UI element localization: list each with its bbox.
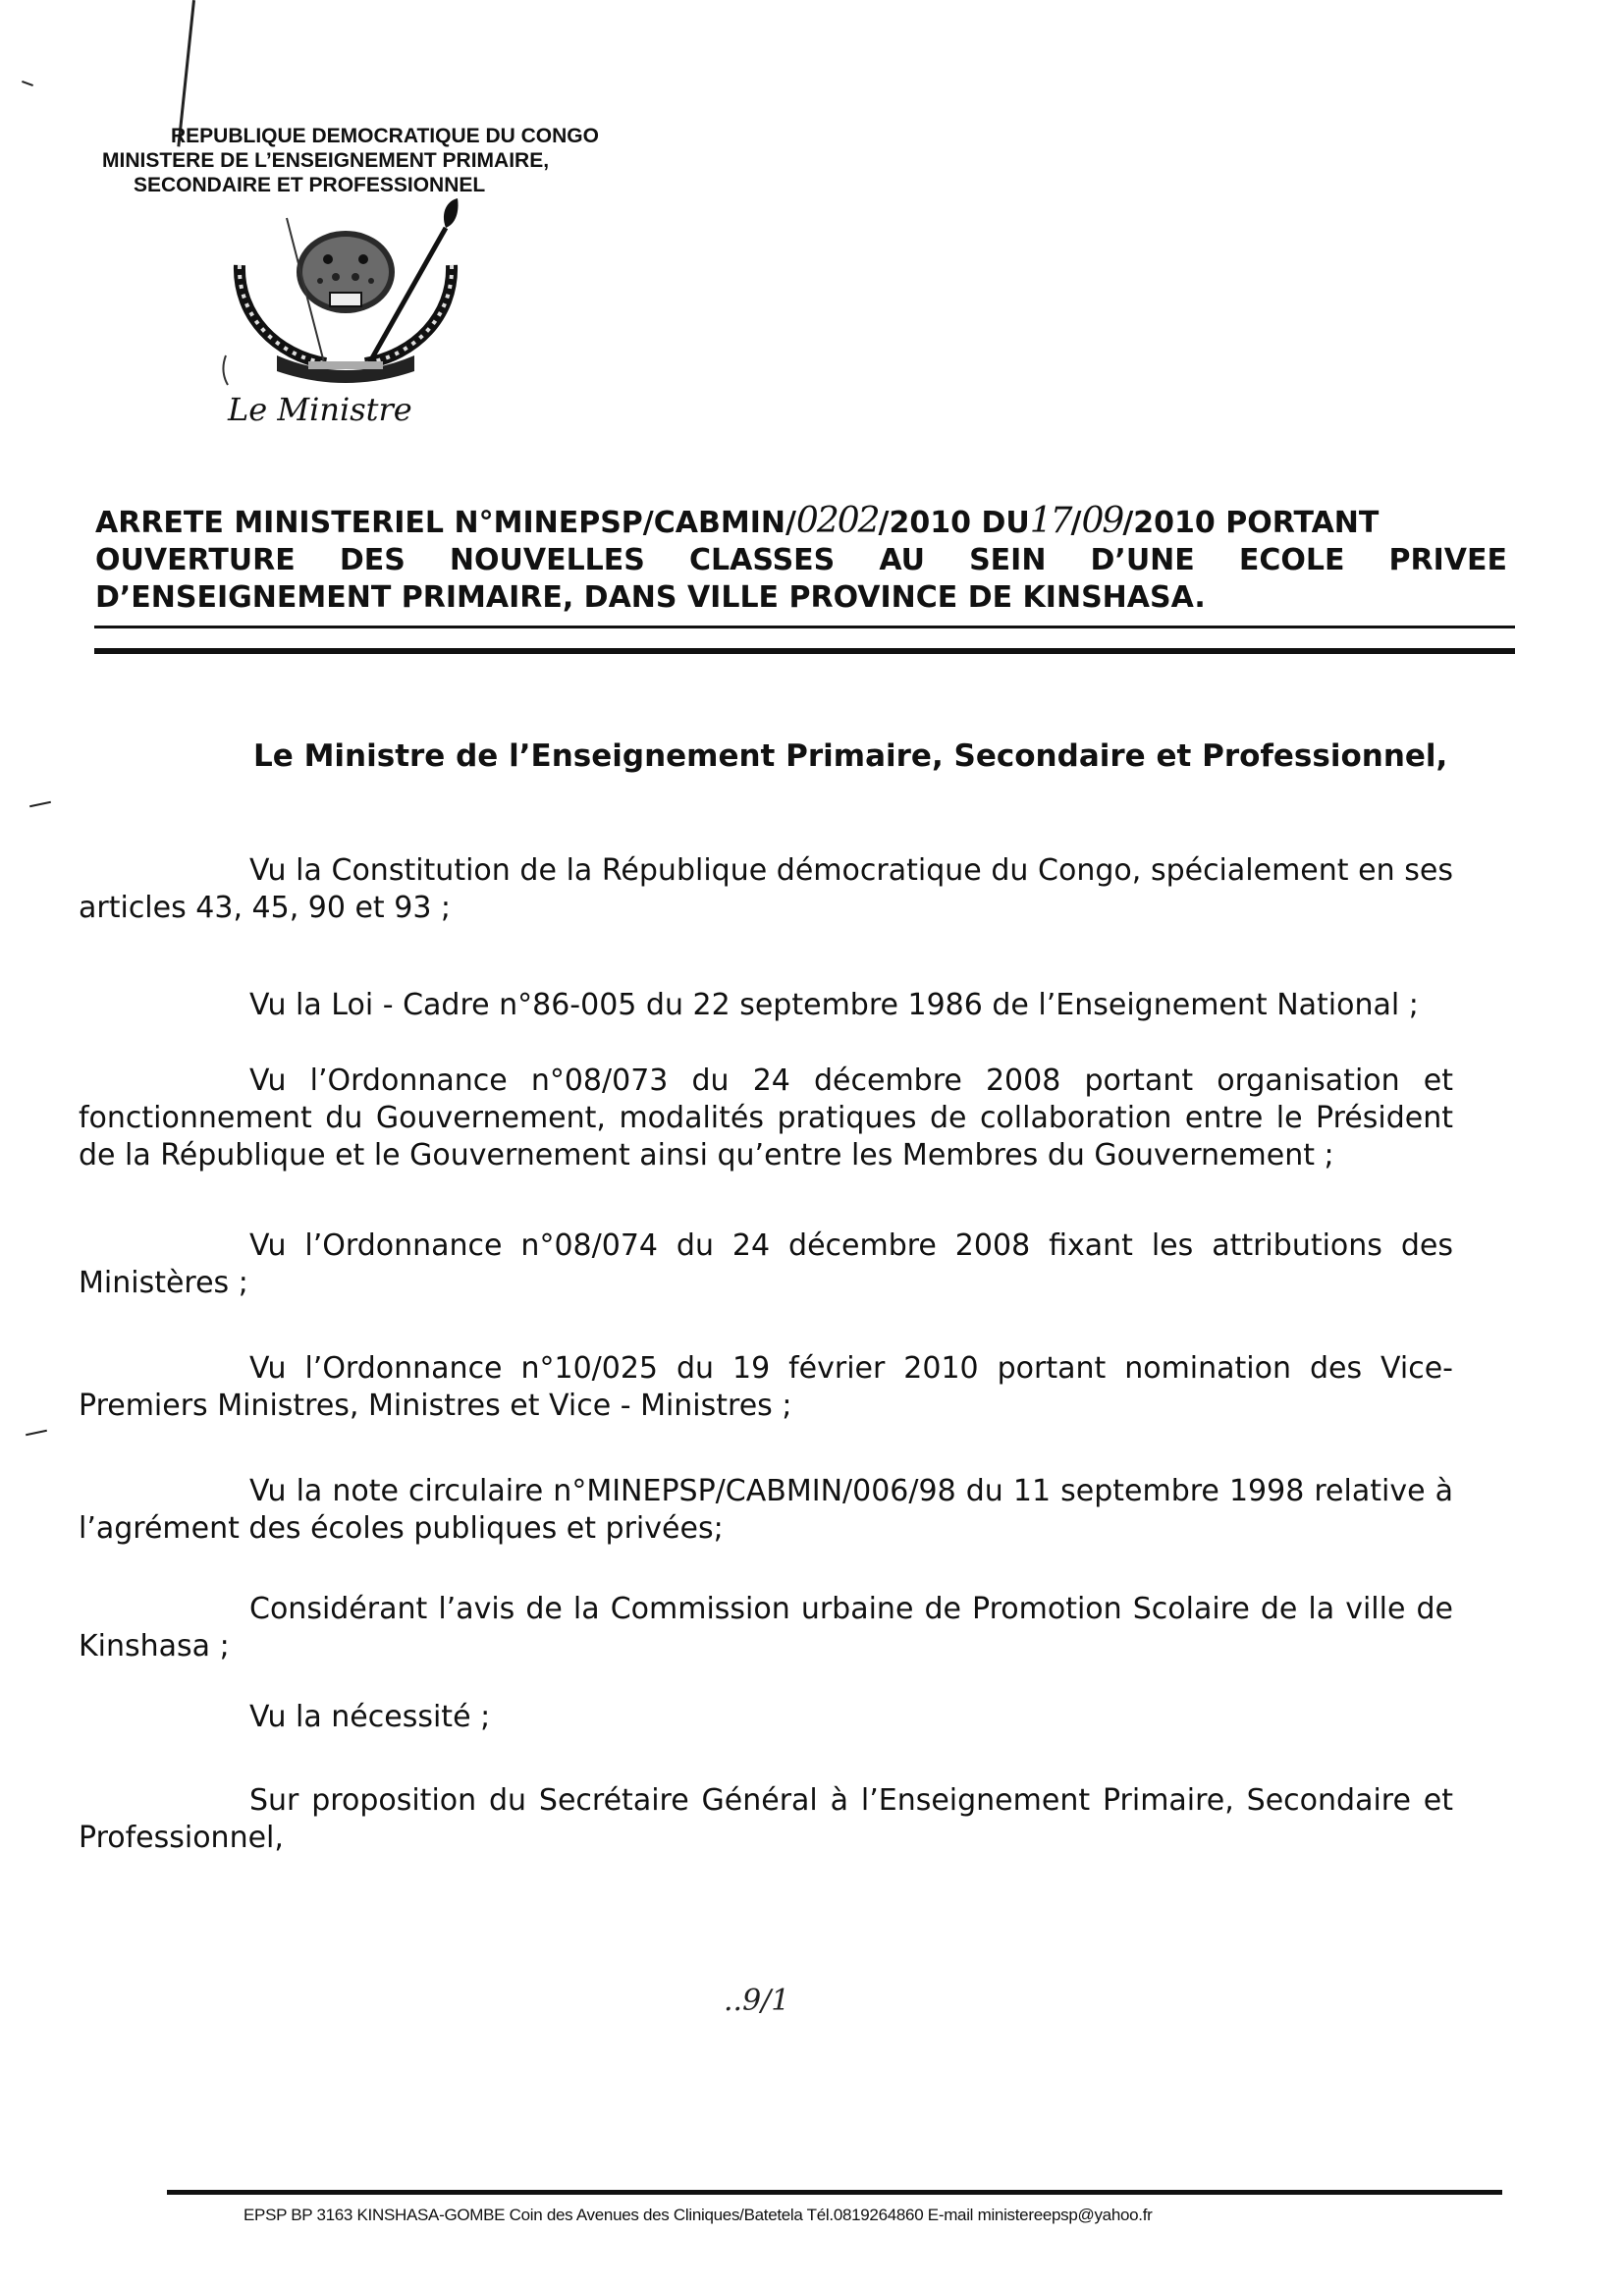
handwritten-day: 17 xyxy=(1029,501,1071,541)
addressee: Le Ministre de l’Enseignement Primaire, Secondaire et Professionnel, xyxy=(253,738,1448,774)
header-ministry-line2: SECONDAIRE ET PROFESSIONNEL xyxy=(134,174,486,196)
paragraph-text: Vu la Loi - Cadre n°86-005 du 22 septembre 1986 de l’Enseignement National ; xyxy=(249,988,1419,1022)
paragraph-text: Considérant l’avis de la Commission urbaine de Promotion Scolaire de la ville de Kinshasa ; xyxy=(79,1592,1453,1663)
footer-contact: EPSP BP 3163 KINSHASA-GOMBE Coin des Avenues des Cliniques/Batetela Tél.0819264860 E-mail ministereepsp@yahoo.fr xyxy=(244,2206,1153,2224)
paragraph-necessite xyxy=(79,1699,1453,1736)
signature-title: Le Ministre xyxy=(228,391,412,428)
paragraph-text: Vu l’Ordonnance n°08/074 du 24 décembre 2008 fixant les attributions des Ministères ; xyxy=(79,1228,1453,1300)
header-ministry-line1: MINISTERE DE L’ENSEIGNEMENT PRIMAIRE, xyxy=(102,149,550,172)
title-suffix: /2010 PORTANT xyxy=(1122,506,1380,540)
paragraph-text: Vu la note circulaire n°MINEPSP/CABMIN/006/98 du 11 septembre 1998 relative à l’agrément des écoles publiques et privées; xyxy=(79,1474,1453,1546)
paragraph-considerant xyxy=(79,1591,1453,1665)
margin-mark xyxy=(22,81,33,86)
paragraph-ordonnance-08-073 xyxy=(79,1063,1453,1174)
title-rule xyxy=(94,648,1515,654)
paragraph-ordonnance-10-025 xyxy=(79,1350,1453,1425)
paragraph-text: Sur proposition du Secrétaire Général à l’Enseignement Primaire, Secondaire et Professionnel, xyxy=(79,1783,1453,1855)
title-line-2: OUVERTURE DES NOUVELLES CLASSES AU SEIN D’UNE ECOLE PRIVEE xyxy=(95,543,1507,577)
paragraph-proposition xyxy=(79,1782,1453,1857)
leopard-coat-of-arms-icon xyxy=(218,198,473,387)
title-line-3: D’ENSEIGNEMENT PRIMAIRE, DANS VILLE PROVINCE DE KINSHASA. xyxy=(95,580,1206,615)
title-underline xyxy=(94,626,1515,628)
paragraph-text: Vu l’Ordonnance n°08/073 du 24 décembre 2008 portant organisation et fonctionnement du Gouvernement, modalités pratiques de collaboration entre le Président de la République et le Gouvernement ainsi qu’entre les Membres du Gouvernement ; xyxy=(79,1063,1453,1172)
title-slash: / xyxy=(1070,506,1082,540)
paragraph-text: Vu la Constitution de la République démocratique du Congo, spécialement en ses articles 43, 45, 90 et 93 ; xyxy=(79,853,1453,925)
title-line-1 xyxy=(95,503,1507,542)
paragraph-text: Vu la nécessité ; xyxy=(249,1700,491,1734)
decree-title xyxy=(95,503,1507,617)
margin-mark xyxy=(26,1430,47,1437)
title-prefix: ARRETE MINISTERIEL N°MINEPSP/CABMIN/ xyxy=(95,506,796,540)
footer-rule xyxy=(167,2190,1502,2195)
page-continuation-mark: ..9/1 xyxy=(724,1984,790,2018)
title-mid: /2010 DU xyxy=(878,506,1030,540)
paragraph-loi-cadre xyxy=(79,987,1453,1024)
paragraph-constitution xyxy=(79,852,1453,927)
paragraph-text: Vu l’Ordonnance n°10/025 du 19 février 2010 portant nomination des Vice-Premiers Ministres, Ministres et Vice - Ministres ; xyxy=(79,1351,1453,1423)
handwritten-ref-number: 0202 xyxy=(795,501,879,541)
header-republic: REPUBLIQUE DEMOCRATIQUE DU CONGO xyxy=(171,125,599,147)
paragraph-ordonnance-08-074 xyxy=(79,1227,1453,1302)
handwritten-month: 09 xyxy=(1081,501,1123,541)
margin-mark xyxy=(29,801,51,808)
paragraph-note-circulaire xyxy=(79,1473,1453,1548)
